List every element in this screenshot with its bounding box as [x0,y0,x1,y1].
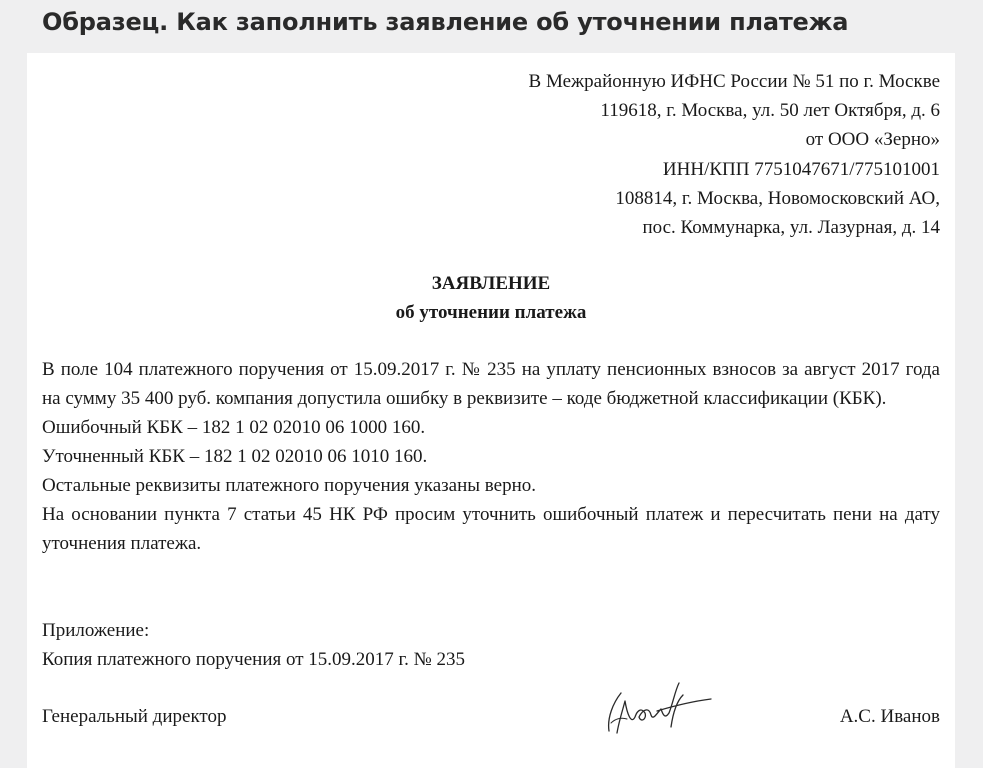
addressee-line: В Межрайонную ИФНС России № 51 по г. Москве [528,71,940,92]
addressee-line: от ООО «Зерно» [805,129,940,151]
attachment-block [42,616,465,674]
addressee-line: ИНН/КПП 7751047671/775101001 [662,158,940,180]
addressee-block [529,67,940,242]
document-title-block [27,269,955,327]
addressee-line: пос. Коммунарка, ул. Лазурная, д. 14 [642,217,940,239]
document-subtitle: об уточнении платежа [395,302,587,323]
body-paragraph: В поле 104 платежного поручения от 15.09.2017 г. № 235 на уплату пенсионных взносов за август 2017 года на сумму 35 400 руб. компания допустила ошибку в реквизите – коде бюджетной классификации (КБК). [42,359,940,409]
attachment-item: Копия платежного поручения от 15.09.2017 г. № 235 [42,649,466,670]
signer-name: А.С. Иванов [839,706,940,727]
addressee-line: 108814, г. Москва, Новомосковский АО, [615,187,940,209]
wrong-kbk-line: Ошибочный КБК – 182 1 02 02010 06 1000 160. [42,417,426,438]
addressee-line: 119618, г. Москва, ул. 50 лет Октября, д. 6 [600,100,940,122]
request-paragraph: На основании пункта 7 статьи 45 НК РФ просим уточнить ошибочный платеж и пересчитать пени на дату уточнения платежа. [42,504,940,554]
document-title: ЗАЯВЛЕНИЕ [431,273,551,294]
attachment-label: Приложение: [42,620,150,641]
document-body [42,355,940,558]
signer-position: Генеральный директор [42,706,227,727]
page-title: Образец. Как заполнить заявление об уточнении платежа [42,8,849,36]
document-sheet [27,53,955,768]
correct-kbk-line: Уточненный КБК – 182 1 02 02010 06 1010 160. [42,446,428,467]
other-details-line: Остальные реквизиты платежного поручения указаны верно. [42,475,536,496]
handwritten-signature [587,673,717,743]
